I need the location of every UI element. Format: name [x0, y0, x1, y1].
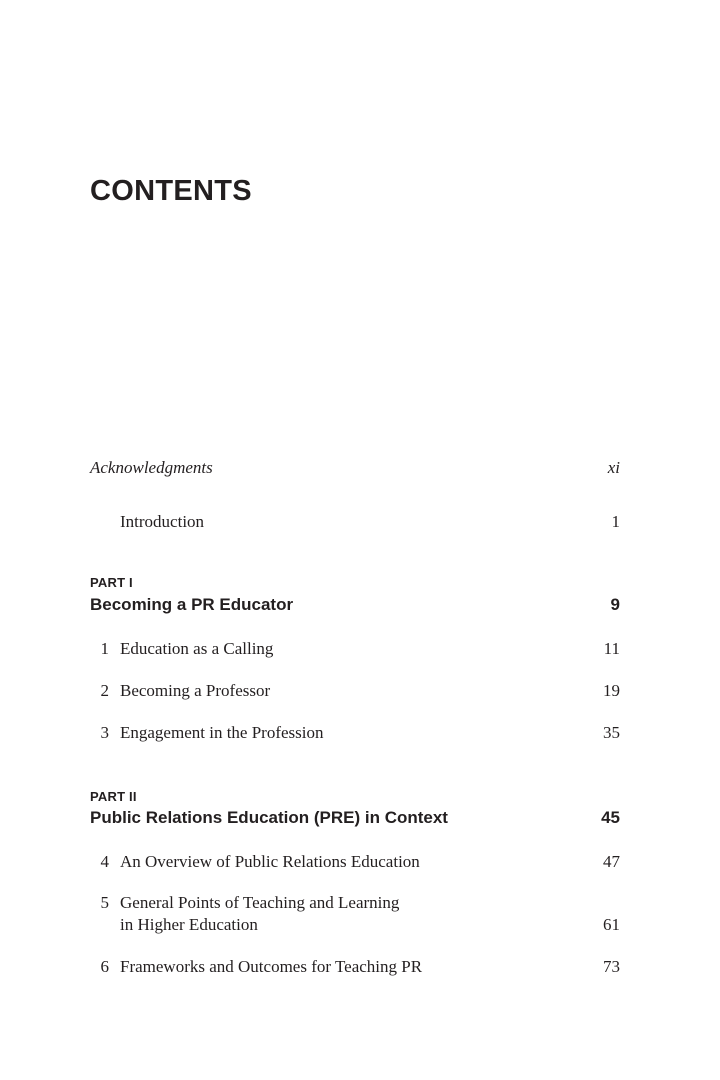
- chapter-number: 5: [100, 893, 109, 912]
- part-1-heading[interactable]: [90, 594, 620, 616]
- toc-entry-label: Frameworks and Outcomes for Teaching PR: [120, 957, 423, 976]
- toc-entry-page: 61: [603, 915, 620, 934]
- toc-entry-page: 35: [603, 723, 620, 742]
- toc-entry-page: 1: [611, 512, 620, 531]
- part-1-kicker: PART I: [90, 575, 133, 590]
- part-page: 45: [601, 808, 620, 827]
- toc-entry-page: xi: [607, 458, 620, 477]
- chapter-number: 6: [100, 957, 109, 976]
- part-title: Becoming a PR Educator: [90, 595, 294, 614]
- toc-entry-label: Acknowledgments: [90, 458, 213, 477]
- toc-entry-page: 47: [603, 852, 620, 871]
- chapter-number: 4: [100, 852, 109, 871]
- chapter-number: 1: [100, 639, 109, 658]
- toc-entry-page: 73: [603, 957, 620, 976]
- toc-entry-label: Introduction: [120, 512, 205, 531]
- part-2-heading[interactable]: [90, 807, 620, 829]
- toc-entry-label: Becoming a Professor: [120, 681, 271, 700]
- part-2-kicker: PART II: [90, 789, 137, 804]
- toc-entry-label: An Overview of Public Relations Education: [120, 852, 420, 871]
- toc-entry-page: 11: [603, 639, 620, 658]
- page-title: CONTENTS: [90, 175, 252, 207]
- toc-entry-label: Engagement in the Profession: [120, 723, 324, 742]
- part-page: 9: [610, 595, 620, 614]
- toc-entry-label: General Points of Teaching and Learning in Higher Education: [120, 893, 400, 934]
- part-title: Public Relations Education (PRE) in Context: [90, 808, 448, 827]
- chapter-number: 2: [100, 681, 109, 700]
- chapter-number: 3: [100, 723, 109, 742]
- toc-entry-label: Education as a Calling: [120, 639, 274, 658]
- toc-entry-page: 19: [603, 681, 620, 700]
